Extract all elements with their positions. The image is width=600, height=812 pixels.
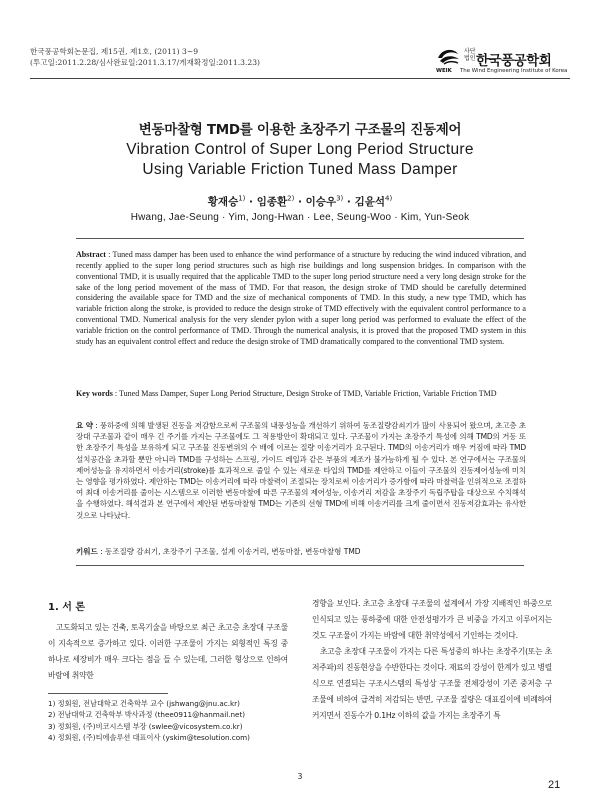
journal-citation: 한국풍공학회논문집, 제15권, 제1호, (2011) 3~9 bbox=[30, 47, 199, 56]
journal-info bbox=[30, 46, 260, 68]
korean-abstract-label: 요 약 bbox=[76, 421, 93, 430]
abstract-text: : Tuned mass damper has been used to enhance the wind performance of a structure by reducing the wind induced vibration, and recently applied to the super long period structures such as high rise buildings and long suspension bridges. In comparison with the conventional TMD, it is usually required that the applicable TMD to the super long period structure need a very long design stroke for the sake of the long period movement of the mass of TMD. For that reason, the design stroke of TMD should be carefully determined considering the available space for TMD and the size of mechanical components of TMD. In this study, a new type TMD, which has variable friction along the stroke, is provided to reduce the design stroke of TMD effectively with the equivalent control performance to a conventional TMD. Numerical analysis for the very slender pylon with a super long period was performed to evaluate the effect of the variable friction on the control performance of TMD. Through the numerical analysis, it is proved that the proposed TMD system in this study has an equivalent control effect and reduce the design stroke of TMD dramatically compared to the conventional TMD system. bbox=[76, 250, 526, 346]
abstract-top-rule bbox=[76, 238, 524, 239]
keywords-text: : Tuned Mass Damper, Super Long Period Structure, Design Stroke of TMD, Variable Friction, Variable Friction TMD bbox=[112, 389, 497, 398]
footnote: 1) 정회원, 전남대학교 건축학부 교수 (jshwang@jnu.ac.kr) bbox=[48, 699, 240, 708]
abstract bbox=[76, 250, 526, 348]
author-separator: · bbox=[245, 196, 257, 208]
paragraph: 경향을 보인다. 초고층 초장대 구조물의 설계에서 가장 지배적인 하중으로 인식되고 있는 풍하중에 대한 안전성평가가 큰 비중을 가지고 이루어지는 것도 구조물이 가지는 바람에 대한 취약성에서 기인하는 것이다. bbox=[312, 599, 552, 640]
korean-keywords-label: 키워드 bbox=[76, 547, 98, 556]
keywords-label: Key words bbox=[76, 389, 113, 398]
body-column-right bbox=[312, 596, 552, 724]
paragraph: 고도화되고 있는 건축, 토목기술을 바탕으로 최근 초고층 초장대 구조물이 지속적으로 증가하고 있다. 이러한 구조물이 가지는 외형적인 특징 중 하나로 세장비가 매우 크다는 점을 들 수 있는데, 그러한 형상으로 인하여 바람에 취약한 bbox=[48, 623, 288, 680]
author-name: 김윤석 bbox=[354, 196, 386, 208]
section-heading: 1. 서 론 bbox=[48, 602, 86, 613]
author-separator: · bbox=[343, 196, 355, 208]
title-english-line2: Using Variable Friction Tuned Mass Damper bbox=[142, 161, 458, 178]
korean-keywords-text: : 동조질량 감쇠기, 초장주기 구조물, 설계 이송거리, 변동마찰, 변동마찰형 TMD bbox=[97, 547, 361, 556]
author-affil-mark: 3) bbox=[336, 194, 344, 203]
author-name: 임종환 bbox=[256, 196, 288, 208]
paragraph: 초고층 초장대 구조물이 가지는 다른 특성중의 하나는 초장주기(또는 초저주파)의 진동현상을 수반한다는 것이다. 재료의 강성이 한계가 있고 병렬식으로 연결되는 구조시스템의 특성상 구조물 전체강성이 기존 중저층 구조물에 비하여 급격히 저감되는 반면, 구조물 질량은 대표길이에 비례하여 커지면서 진동수가 0.1Hz 이하의 값을 가지는 초장주기 특 bbox=[312, 647, 552, 720]
author-name: 황재승 bbox=[207, 196, 239, 208]
logo-english-name: The Wind Engineering Institute of Korea bbox=[460, 68, 568, 74]
logo-abbrev: WEIK bbox=[436, 68, 452, 74]
footnotes bbox=[48, 698, 298, 744]
korean-abstract bbox=[76, 420, 526, 521]
footnote: 3) 정회원, (주)비코시스템 부장 (swlee@vicosystem.co.kr) bbox=[48, 721, 243, 731]
abstract-bottom-rule bbox=[76, 565, 524, 566]
authors-english: Hwang, Jae-Seung · Yim, Jong-Hwan · Lee, Seung-Woo · Kim, Yun-Seok bbox=[130, 212, 470, 223]
page-number: 21 bbox=[548, 779, 561, 791]
author-affil-mark: 1) bbox=[238, 194, 246, 203]
footnote: 4) 정회원, (주)티에솔루션 대표이사 (yskim@tesolution.com) bbox=[48, 733, 250, 743]
footnote-rule bbox=[48, 693, 168, 694]
logo-society-name: 한국풍공학회 bbox=[476, 53, 552, 69]
korean-keywords bbox=[76, 546, 526, 557]
body-column-left bbox=[48, 620, 288, 684]
author-affil-mark: 2) bbox=[287, 194, 295, 203]
author-separator: · bbox=[294, 196, 306, 208]
journal-dates: (투고일:2011.2.28/심사완료일:2011.3.17/게재확정일:2011.3.23) bbox=[30, 58, 261, 67]
korean-abstract-text: : 풍하중에 의해 발생된 진동을 저감함으로써 구조물의 내풍성능을 개선하기 위하여 동조질량감쇠기가 많이 사용되어 왔으며, 초고층 초장대 구조물과 같이 매우 긴 주기를 가지는 구조물에도 그 적용방안이 확대되고 있다. 구조물이 가지는 초장주기 특성에 의해 TMD의 거동 또한 초장주기 특성을 보유하게 되고 구조물 진동변위의 수 배에 이르는 질량 이송거리가 요구된다. TMD의 이송거리가 매우 커짐에 따라 TMD 설치공간을 초과할 뿐만 아니라 TMD를 구성하는 스프링, 가이드 레일과 같은 부품의 제조가 불가능하게 될 수 있다. 본 연구에서는 구조물의 제어성능을 유지하면서 이송거리(stroke)를 효과적으로 줄일 수 있는 새로운 타입의 TMD를 제안하고 이들이 구조물의 진동제어성능에 미치는 영향을 평가하였다. 제안하는 TMD는 이송거리에 따라 마찰력이 조절되는 장치로써 이송거리가 증가함에 따라 마찰력을 인위적으로 조절하여 최대 이송거리를 줄이는 시스템으로 이러한 변동마찰에 따른 구조물의 제어성능, 이송거리 저감을 초장주기 독립주탑을 대상으로 수치해석을 수행하였다. 해석결과 본 연구에서 제안된 변동마찰형 TMD는 기존의 선형 TMD에 비해 이송거리를 크게 줄이면서 진동저감효과는 유사한 것으로 나타났다. bbox=[76, 421, 527, 520]
wind-swirl-icon bbox=[436, 46, 462, 68]
title-english-line1: Vibration Control of Super Long Period Structure bbox=[126, 141, 474, 158]
author-name: 이승우 bbox=[305, 196, 337, 208]
title-english bbox=[0, 140, 600, 180]
title-korean: 변동마찰형 TMD를 이용한 초장주기 구조물의 진동제어 bbox=[138, 122, 462, 138]
page-center-number: 3 bbox=[297, 772, 303, 781]
abstract-label: Abstract bbox=[76, 250, 106, 259]
authors-korean bbox=[0, 194, 600, 209]
footnote: 2) 전남대학교 건축학부 박사과정 (thee0911@hanmail.net) bbox=[48, 710, 246, 720]
keywords bbox=[76, 389, 526, 400]
header-rule bbox=[30, 78, 570, 79]
logo-corp-label: 사단 법인 bbox=[464, 48, 476, 62]
author-affil-mark: 4) bbox=[385, 194, 393, 203]
